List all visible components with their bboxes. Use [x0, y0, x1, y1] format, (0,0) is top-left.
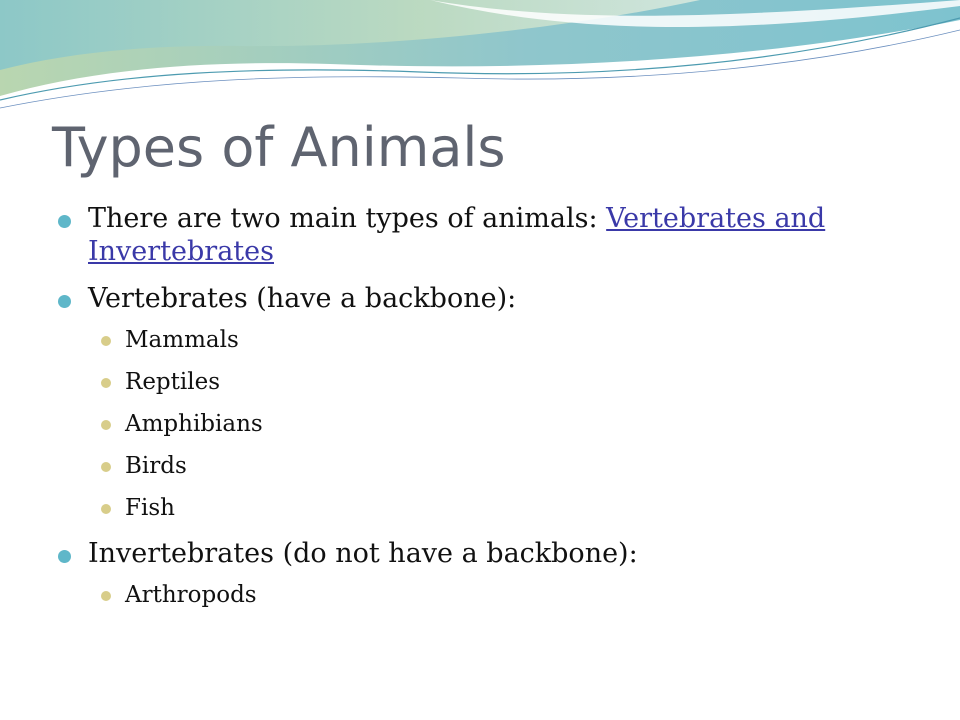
- bullet-item-vertebrates: [52, 282, 912, 523]
- bullet-item-types: [52, 202, 912, 268]
- vertebrates-sublist: [88, 325, 912, 523]
- sub-item-text: Birds: [125, 453, 187, 479]
- sub-item-fish: [88, 493, 912, 523]
- bullet-text: Invertebrates (do not have a backbone):: [88, 538, 638, 569]
- slide-title: Types of Animals: [52, 116, 506, 179]
- sub-item-mammals: [88, 325, 912, 355]
- sub-bullet-dot-icon: [101, 420, 111, 430]
- sub-bullet-dot-icon: [101, 591, 111, 601]
- sub-item-reptiles: [88, 367, 912, 397]
- sub-bullet-dot-icon: [101, 378, 111, 388]
- sub-item-birds: [88, 451, 912, 481]
- sub-bullet-dot-icon: [101, 504, 111, 514]
- sub-bullet-dot-icon: [101, 462, 111, 472]
- sub-item-amphibians: [88, 409, 912, 439]
- sub-item-text: Amphibians: [125, 411, 263, 437]
- sub-item-text: Reptiles: [125, 369, 221, 395]
- bullet-list: [52, 202, 912, 624]
- vertebrates-invertebrates-link[interactable]: Vertebrates and Invertebrates: [88, 203, 826, 267]
- bullet-dot-icon: [58, 550, 71, 563]
- header-swoosh-decoration: [0, 0, 960, 120]
- invertebrates-sublist: [88, 580, 912, 610]
- sub-item-text: Fish: [125, 495, 175, 521]
- sub-item-arthropods: [88, 580, 912, 610]
- sub-item-text: Mammals: [125, 327, 239, 353]
- bullet-dot-icon: [58, 295, 71, 308]
- bullet-text: Vertebrates (have a backbone):: [88, 283, 517, 314]
- bullet-text: There are two main types of animals:: [88, 203, 607, 234]
- bullet-item-invertebrates: [52, 537, 912, 610]
- sub-item-text: Arthropods: [125, 582, 257, 608]
- bullet-dot-icon: [58, 215, 71, 228]
- sub-bullet-dot-icon: [101, 336, 111, 346]
